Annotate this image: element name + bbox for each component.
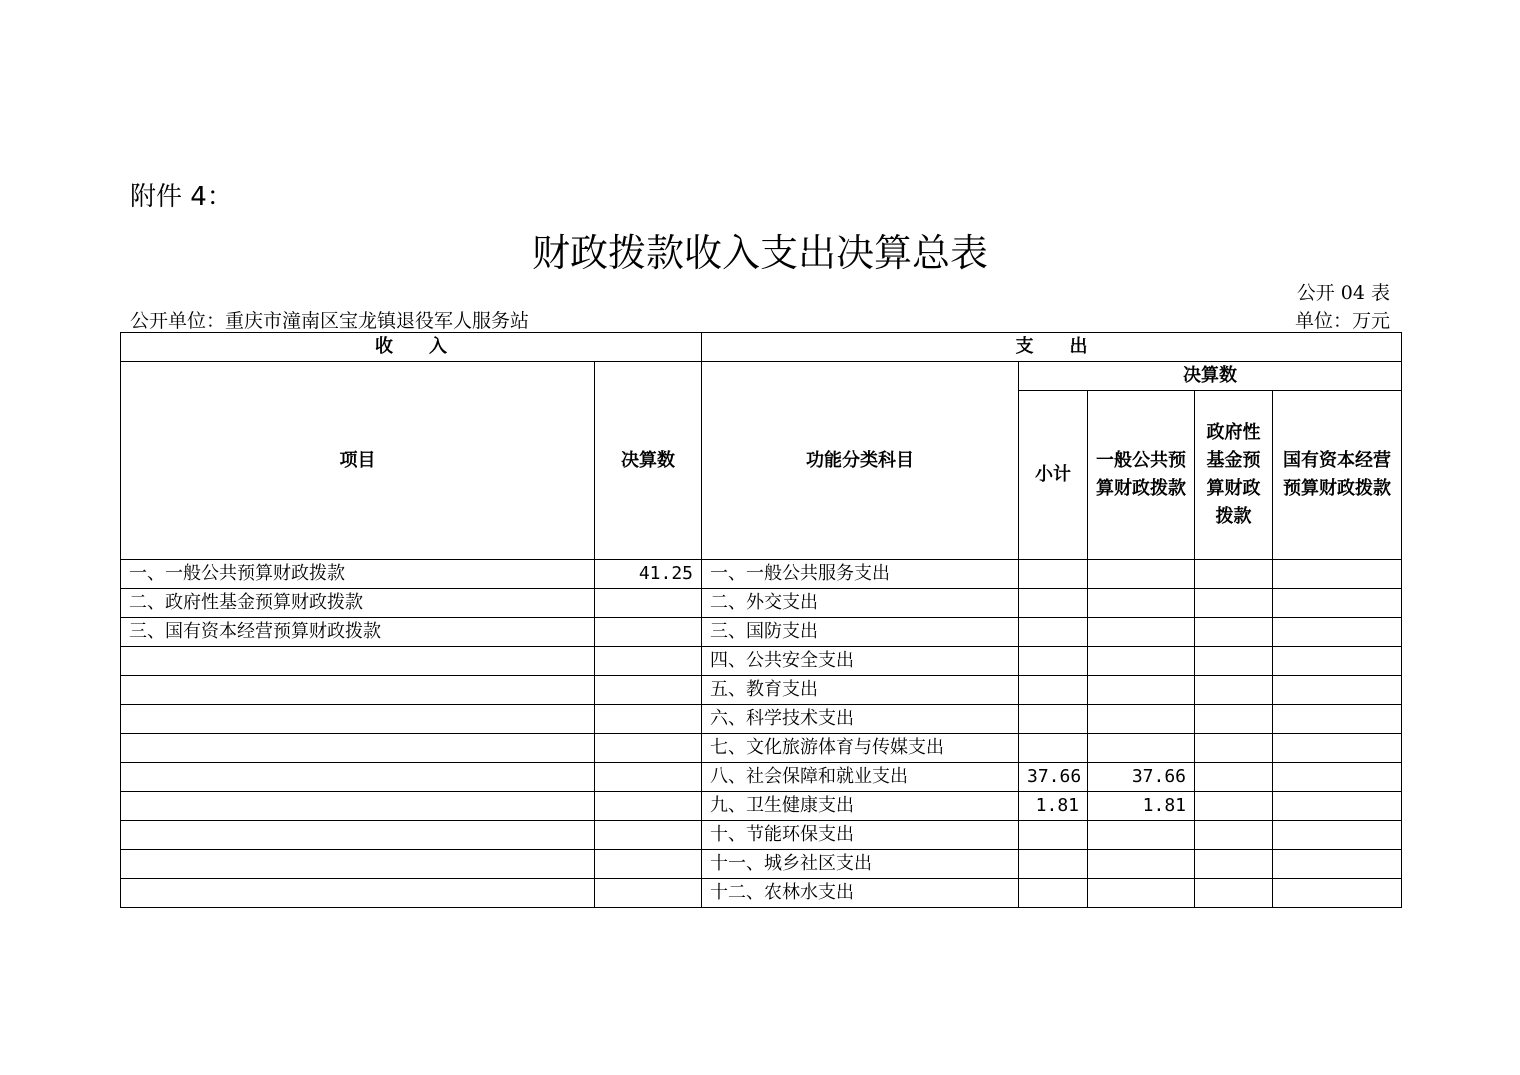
expense-item-cell: 二、外交支出	[702, 589, 1019, 618]
income-amount-cell	[595, 792, 702, 821]
state-capital-cell	[1273, 676, 1402, 705]
income-amount-cell: 41.25	[595, 560, 702, 589]
table-row	[121, 850, 1402, 879]
settlement-table	[120, 332, 1402, 908]
income-item-cell	[121, 879, 595, 908]
gov-fund-cell	[1195, 618, 1273, 647]
gov-fund-cell	[1195, 792, 1273, 821]
gov-fund-cell	[1195, 734, 1273, 763]
state-capital-cell	[1273, 618, 1402, 647]
expense-item-cell: 三、国防支出	[702, 618, 1019, 647]
subtotal-cell	[1019, 879, 1088, 908]
table-row	[121, 618, 1402, 647]
state-capital-cell	[1273, 560, 1402, 589]
expense-item-cell: 七、文化旅游体育与传媒支出	[702, 734, 1019, 763]
subtotal-cell: 1.81	[1019, 792, 1088, 821]
subtotal-cell	[1019, 850, 1088, 879]
gov-fund-cell	[1195, 560, 1273, 589]
general-public-cell: 37.66	[1088, 763, 1195, 792]
function-category-header: 功能分类科目	[702, 362, 1019, 560]
reporting-unit: 公开单位：重庆市潼南区宝龙镇退役军人服务站	[130, 310, 530, 332]
income-amount-cell	[595, 676, 702, 705]
gov-fund-cell	[1195, 647, 1273, 676]
general-public-cell	[1088, 647, 1195, 676]
gov-fund-cell	[1195, 879, 1273, 908]
expense-item-cell: 四、公共安全支出	[702, 647, 1019, 676]
gov-fund-cell	[1195, 763, 1273, 792]
state-capital-cell	[1273, 763, 1402, 792]
table-row	[121, 589, 1402, 618]
income-item-cell: 二、政府性基金预算财政拨款	[121, 589, 595, 618]
settlement-header: 决算数	[1019, 362, 1402, 391]
table-row	[121, 705, 1402, 734]
general-public-header: 一般公共预算财政拨款	[1088, 391, 1195, 560]
income-item-cell	[121, 676, 595, 705]
income-item-cell	[121, 850, 595, 879]
income-amount-cell	[595, 705, 702, 734]
expense-item-cell: 九、卫生健康支出	[702, 792, 1019, 821]
general-public-cell	[1088, 560, 1195, 589]
header-row-2	[121, 362, 1402, 391]
income-item-cell	[121, 821, 595, 850]
expense-header: 支 出	[702, 333, 1402, 362]
subtotal-cell: 37.66	[1019, 763, 1088, 792]
subtotal-cell	[1019, 618, 1088, 647]
gov-fund-cell	[1195, 850, 1273, 879]
table-row	[121, 792, 1402, 821]
gov-fund-cell	[1195, 821, 1273, 850]
gov-fund-header: 政府性基金预算财政拨款	[1195, 391, 1273, 560]
subtotal-cell	[1019, 705, 1088, 734]
income-amount-cell	[595, 618, 702, 647]
subtotal-header: 小计	[1019, 391, 1088, 560]
expense-item-cell: 八、社会保障和就业支出	[702, 763, 1019, 792]
item-header: 项目	[121, 362, 595, 560]
income-header: 收 入	[121, 333, 702, 362]
table-row	[121, 763, 1402, 792]
expense-item-cell: 六、科学技术支出	[702, 705, 1019, 734]
general-public-cell	[1088, 618, 1195, 647]
income-item-cell	[121, 792, 595, 821]
general-public-cell	[1088, 589, 1195, 618]
income-amount-cell	[595, 821, 702, 850]
expense-item-cell: 十、节能环保支出	[702, 821, 1019, 850]
subtotal-cell	[1019, 589, 1088, 618]
income-amount-cell	[595, 763, 702, 792]
gov-fund-cell	[1195, 589, 1273, 618]
income-item-cell	[121, 763, 595, 792]
income-item-cell	[121, 734, 595, 763]
subtotal-cell	[1019, 676, 1088, 705]
general-public-cell: 1.81	[1088, 792, 1195, 821]
general-public-cell	[1088, 705, 1195, 734]
table-row	[121, 647, 1402, 676]
expense-item-cell: 十二、农林水支出	[702, 879, 1019, 908]
table-row	[121, 734, 1402, 763]
general-public-cell	[1088, 676, 1195, 705]
subtotal-cell	[1019, 821, 1088, 850]
income-item-cell	[121, 647, 595, 676]
state-capital-header: 国有资本经营预算财政拨款	[1273, 391, 1402, 560]
state-capital-cell	[1273, 589, 1402, 618]
page-title: 财政拨款收入支出决算总表	[531, 231, 988, 275]
expense-item-cell: 一、一般公共服务支出	[702, 560, 1019, 589]
state-capital-cell	[1273, 792, 1402, 821]
state-capital-cell	[1273, 705, 1402, 734]
income-amount-cell	[595, 879, 702, 908]
general-public-cell	[1088, 850, 1195, 879]
gov-fund-cell	[1195, 705, 1273, 734]
state-capital-cell	[1273, 850, 1402, 879]
income-item-cell	[121, 705, 595, 734]
table-row	[121, 879, 1402, 908]
income-amount-cell	[595, 734, 702, 763]
header-row-1	[121, 333, 1402, 362]
subtotal-cell	[1019, 647, 1088, 676]
income-amount-cell	[595, 647, 702, 676]
table-row	[121, 676, 1402, 705]
income-amount-cell	[595, 589, 702, 618]
income-item-cell: 一、一般公共预算财政拨款	[121, 560, 595, 589]
general-public-cell	[1088, 734, 1195, 763]
table-number: 公开 04 表	[1296, 282, 1390, 304]
subtotal-cell	[1019, 734, 1088, 763]
attachment-label: 附件 4：	[130, 182, 233, 212]
general-public-cell	[1088, 821, 1195, 850]
income-amount-cell	[595, 850, 702, 879]
table-row	[121, 560, 1402, 589]
income-item-cell: 三、国有资本经营预算财政拨款	[121, 618, 595, 647]
state-capital-cell	[1273, 821, 1402, 850]
currency-unit: 单位：万元	[1294, 310, 1390, 332]
general-public-cell	[1088, 879, 1195, 908]
subtotal-cell	[1019, 560, 1088, 589]
state-capital-cell	[1273, 734, 1402, 763]
gov-fund-cell	[1195, 676, 1273, 705]
table-row	[121, 821, 1402, 850]
income-amount-header: 决算数	[595, 362, 702, 560]
expense-item-cell: 五、教育支出	[702, 676, 1019, 705]
state-capital-cell	[1273, 647, 1402, 676]
state-capital-cell	[1273, 879, 1402, 908]
expense-item-cell: 十一、城乡社区支出	[702, 850, 1019, 879]
